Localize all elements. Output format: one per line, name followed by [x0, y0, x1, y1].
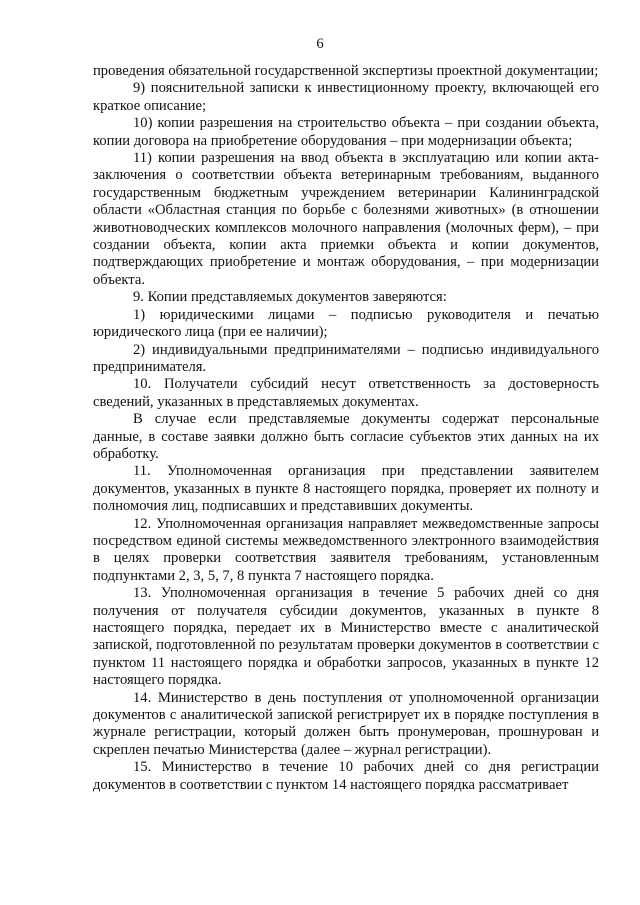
paragraph: проведения обязательной государственной экспертизы проектной документации; — [93, 63, 599, 79]
paragraph: 12. Уполномоченная организация направляет межведомственные запросы посредством единой системы межведомственного электронного взаимодействия в целях проверки соответствия заявителя требованиям, установленным подпунктами 2, 3, 5, 7, 8 пункта 7 настоящего порядка. — [93, 515, 599, 584]
document-body — [93, 63, 599, 794]
paragraph: 10) копии разрешения на строительство объекта – при создании объекта, копии договора на приобретение оборудования – при модернизации объекта; — [93, 115, 599, 149]
paragraph: 2) индивидуальными предпринимателями – подписью индивидуального предпринимателя. — [93, 341, 599, 375]
paragraph: 14. Министерство в день поступления от уполномоченной организации документов с аналитической запиской регистрирует их в порядке поступления в журнале регистрации, который должен быть пронумерован, прошнурован и скреплен печатью Министерства (далее – журнал регистрации). — [93, 689, 599, 758]
paragraph: 1) юридическими лицами – подписью руководителя и печатью юридического лица (при ее наличии); — [93, 306, 599, 341]
page-number: 6 — [316, 36, 324, 52]
paragraph: В случае если представляемые документы содержат персональные данные, в составе заявки должно быть согласие субъектов этих данных на их обработку. — [93, 411, 599, 462]
paragraph: 11) копии разрешения на ввод объекта в эксплуатацию или копии акта-заключения о соответствии объекта ветеринарным требованиям, выданного государственным бюджетным учреждением ветеринарии Калининградской области «Областная станция по борьбе с болезнями животных» (в отношении животноводческих комплексов молочного направления (молочных ферм), – при создании объекта, копии акта приемки объекта и копии документов, подтверждающих приобретение и монтаж оборудования, – при модернизации объекта. — [93, 150, 599, 288]
paragraph: 15. Министерство в течение 10 рабочих дней со дня регистрации документов в соответствии с пунктом 14 настоящего порядка рассматривает — [93, 759, 599, 793]
paragraph: 11. Уполномоченная организация при представлении заявителем документов, указанных в пункте 8 настоящего порядка, проверяет их полноту и полномочия лиц, подписавших и представивших документы. — [93, 463, 599, 515]
paragraph: 9) пояснительной записки к инвестиционному проекту, включающей его краткое описание; — [93, 80, 599, 114]
paragraph: 10. Получатели субсидий несут ответственность за достоверность сведений, указанных в представляемых документах. — [93, 376, 599, 410]
paragraph: 9. Копии представляемых документов заверяются: — [133, 289, 447, 306]
paragraph: 13. Уполномоченная организация в течение 5 рабочих дней со дня получения от получателя субсидии документов, указанных в пункте 8 настоящего порядка, передает их в Министерство вместе с аналитической запиской, подготовленной по результатам проверки документов в соответствии с пунктом 11 настоящего порядка и обработки запросов, указанных в пункте 12 настоящего порядка. — [93, 585, 599, 689]
